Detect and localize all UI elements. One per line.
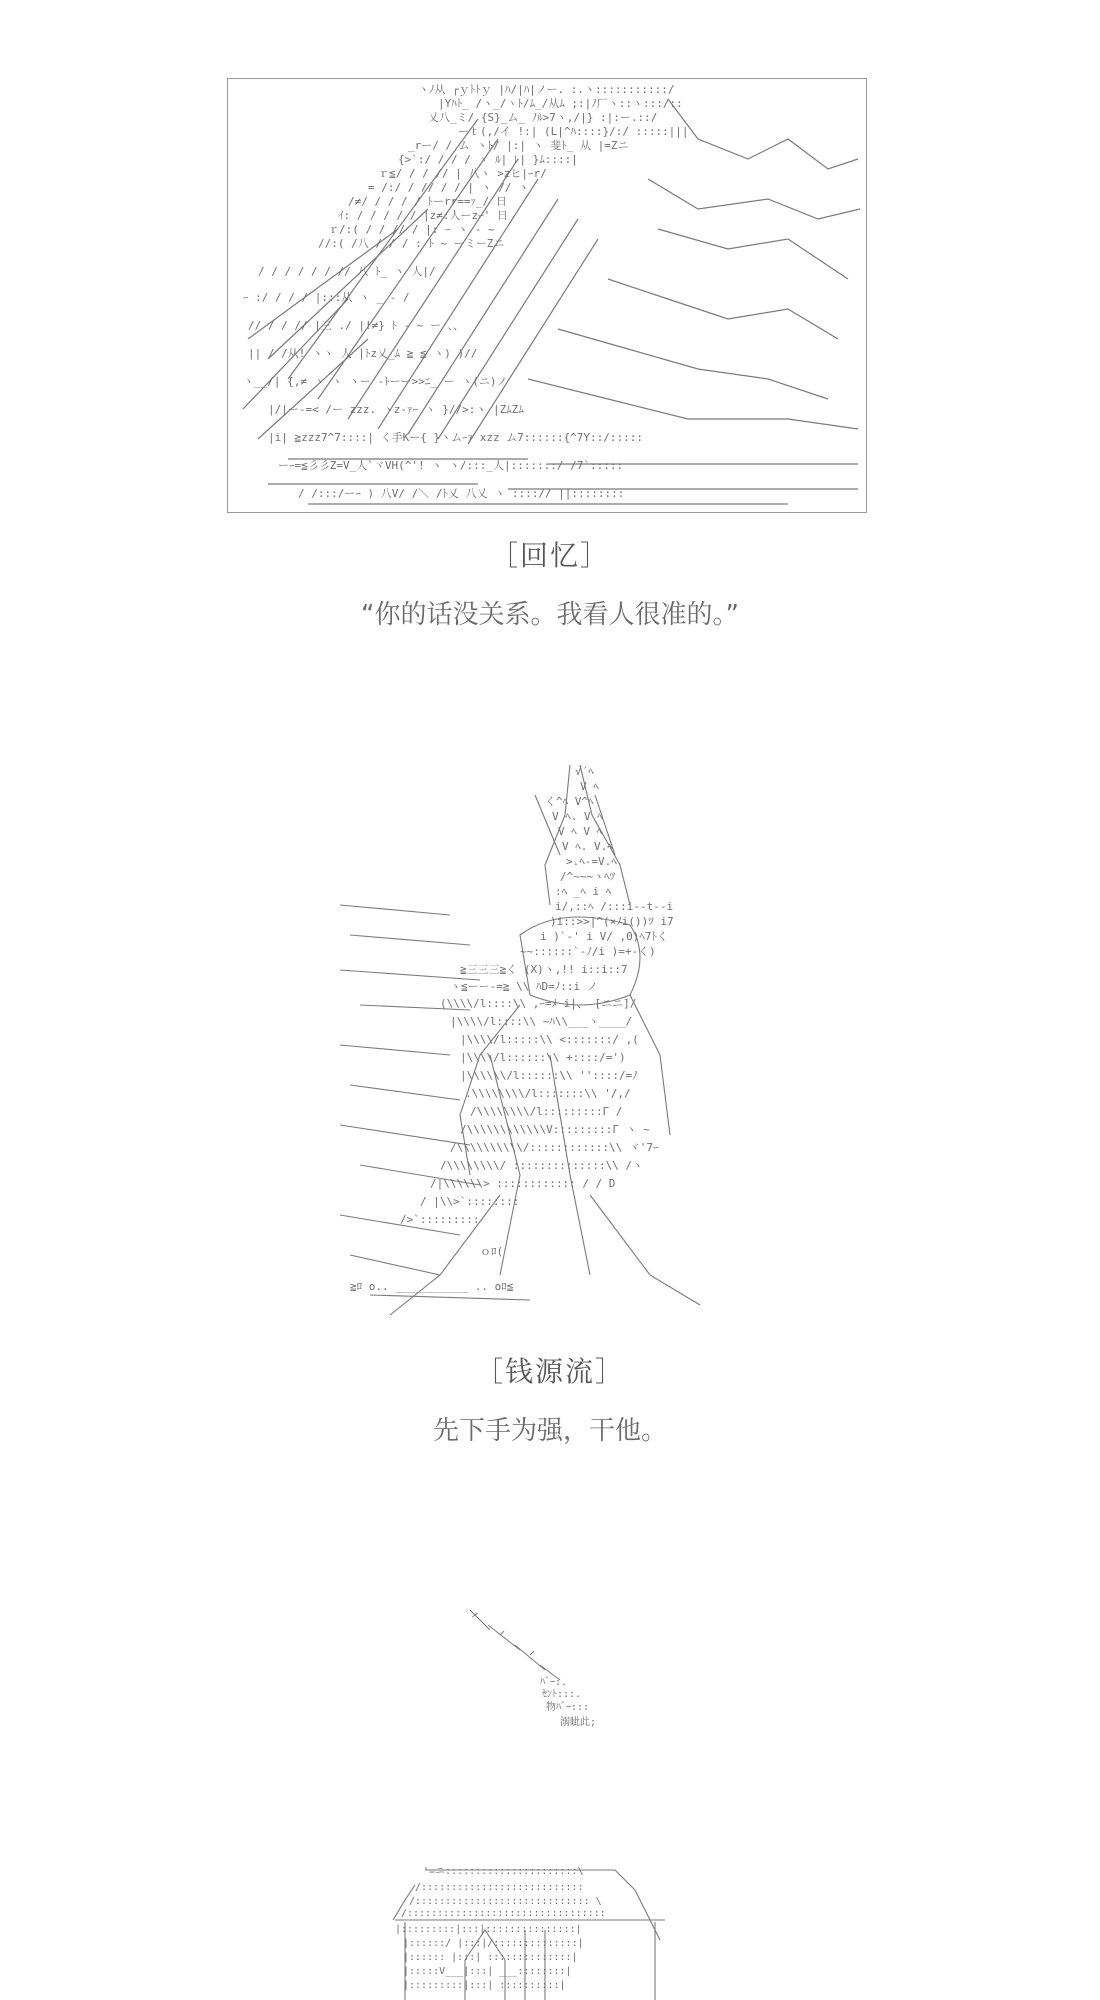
svg-text:V ﾍ. V.ﾍ: V ﾍ. V.ﾍ [562,840,613,853]
svg-text:|:::::V___|:::| ___::::::::|: |:::::V___|:::| ___::::::::| [403,1966,572,1977]
svg-text:ヽ≦ーー-=≧ \\ ﾊD=ﾉ::i ノ: ヽ≦ーー-=≧ \\ ﾊD=ﾉ::i ノ [450,980,598,993]
svg-text:|| / /从! ヽヽ 人 |ﾄz乂_ﾑ ≧ ≦: || / /从! ヽヽ 人 |ﾄz乂_ﾑ ≧ ≦ ヽ) )// [248,347,478,360]
svg-text:|i| ≧zzz7^7::::| く手Kー{ }ヽム: |i| ≧zzz7^7::::| く手Kー{ }ヽムｰｧ xzz ム7::::::{^7Y::/::::: [268,431,644,444]
svg-text:√´ﾍ: √´ﾍ [575,765,594,778]
svg-text:.\\\\\\\\/l:::::::\\ '/,/: .\\\\\\\\/l:::::::\\ '/,/ [465,1087,631,1100]
svg-text:/\\\\\\\\\\/::::::::::::\\ ヾ': /\\\\\\\\\\/::::::::::::\\ ヾ'7ｰ [450,1141,659,1154]
svg-text:ｰ :/ / / / |:::从 ヽ: ｰ :/ / / / |:::从 ヽ _ - / [243,291,410,304]
svg-text:|:::::::::|:::|:::::::::::::::: |:::::::::|:::|:::::::::::::::| [395,1924,582,1935]
svg-text::ﾍ _ﾍ i ﾍ: :ﾍ _ﾍ i ﾍ [555,885,612,898]
svg-text:// / / // |三 ./ |!≠} ﾄ: // / / // |三 ./ |!≠} ﾄ - ~ ー 、、 [248,319,465,332]
ascii-art-drawing-2 [330,755,760,1325]
svg-text:ーｰ=≦彡彡Z=V_人`ヾVH(^'! ヽ ヽ/:::_人: ーｰ=≦彡彡Z=V_人`ヾVH(^'! ヽ ヽ/:::_人|:::::::/ /7`::::: [278,459,624,472]
dialogue-line: “你的话没关系。我看人很准的。” [361,600,739,630]
dialogue-line: 先下手为强，干他。 [432,1416,667,1446]
svg-text:/ / / / / / // 八 ﾄ: / / / / / / // 八 ﾄ_ ヽ 人|/ [258,265,436,278]
svg-text:/\\\\\\\\/l:::::::::Г /: /\\\\\\\\/l:::::::::Г / [470,1105,623,1118]
svg-text:乂八_ミ/ {S}_ム_ ﾉﾙ>7ヽ,/|} :|:ー.:: 乂八_ミ/ {S}_ム_ ﾉﾙ>7ヽ,/|} :|:ー.::/ [428,111,658,124]
svg-text:/≠/ / / / / ﾄーrr==ｧ_: /≠/ / / / / ﾄーrr==ｧ_/ 日 [348,195,507,208]
svg-text:/\\\\\\\\\\\\V:::::::::Г ヽ ~: /\\\\\\\\\\\\V:::::::::Г ヽ ~ [460,1123,650,1136]
svg-text:≧三三三≧く (X)ヽ,!! i::i::7: ≧三三三≧く (X)ヽ,!! i::i::7 [460,963,628,976]
svg-text:|\\\\/l::::\\ ~ﾊ\\___ヽ____/: |\\\\/l::::\\ ~ﾊ\\___ヽ____/ [450,1015,633,1028]
svg-text:|Yﾊﾄ_ /ヽ_/ヽﾄ/ﾑ_/从ﾑ ;:|ﾉ厂ヽ::ヽ: |Yﾊﾄ_ /ヽ_/ヽﾄ/ﾑ_/从ﾑ ;:|ﾉ厂ヽ::ヽ:::/:: [438,97,683,110]
svg-text:= /:/ / // / / | ヽ: = /:/ / // / / | ヽ // ヽ [368,181,530,194]
svg-text:/:::::::::::::::::::::::::::::: /::::::::::::::::::::::::::::::::: [401,1908,606,1919]
small-art-text-2: ｾﾝﾄ:::. [542,1689,582,1700]
svg-text:/^~~~ヽﾍﾂ: /^~~~ヽﾍﾂ [560,870,616,883]
svg-text:~~::::::`-ﾉ/i )=+-く): ~~::::::`-ﾉ/i )=+-く) [520,945,656,958]
svg-text:/>`:::::::::: />`::::::::: [400,1213,480,1226]
svg-text:ヽﾉ从 ┌ｙﾄﾄｙ |ﾊ/|ﾊ|ノー. :.ヽ::: ヽﾉ从 ┌ｙﾄﾄｙ |ﾊ/|ﾊ|ノー. :.ヽ:::::::::::/ [418,83,675,96]
svg-text://:( /八 / / / : ﾄ: //:( /八 / / / : ﾄ ~ ーミーZニ [318,237,505,250]
svg-text:V ﾍ V ﾍ: V ﾍ V ﾍ [558,825,603,838]
speaker-tag: ［钱源流］ [474,1355,625,1388]
svg-text:ーｔ(,/イ !:| (L|^ﾊ::::}/:/ ::: ーｔ(,/イ !:| (L|^ﾊ::::}/:/ :::::||| [458,125,689,138]
svg-text:/\\\\\\\\/ ::::::::::::::\\ /: /\\\\\\\\/ ::::::::::::::\\ /ヽ [440,1159,644,1172]
svg-text:|::::::/ |:::|/::::::::::::::|: |::::::/ |:::|/::::::::::::::| [403,1938,584,1949]
ascii-art-drawing-1 [228,79,866,512]
svg-text:/ /:::/ーｰ ) 八V/ /＼ /ﾄ乂 八乂 ヽ: / /:::/ーｰ ) 八V/ /＼ /ﾄ乂 八乂 ヽ ::::// ||:::::::: [298,487,625,500]
svg-text:/:::::::::::::::::::::::::::: /::::::::::::::::::::::::::: [415,1882,584,1893]
svg-text:|\\\\/l::::::\\ +::::/='): |\\\\/l::::::\\ +::::/=') [460,1051,626,1064]
ascii-art-drawing-4 [385,1860,685,2000]
svg-text:≧ﾛ o.. ___________ .. oﾛ≦: ≧ﾛ o.. ___________ .. oﾛ≦ [350,1280,514,1293]
svg-text:)i::>>|^(×ﾉi())ﾂ i7: )i::>>|^(×ﾉi())ﾂ i7 [550,915,674,928]
speaker-tag: ［回忆］ [489,539,610,572]
svg-text:(\\\\/l::::\\ ,ｰ=ﾒ i|、 [ニニ]/: (\\\\/l::::\\ ,ｰ=ﾒ i|、 [ニニ]/ [440,997,637,1010]
svg-text:|/|ー-=< /ー zzz. ヽz-ｧｰ ヽ }//: |/|ー-=< /ー zzz. ヽz-ｧｰ ヽ }//>:ヽ |ZﾑZﾑ [268,403,524,416]
ascii-art-panel-3 [460,1605,640,1745]
svg-text:|\\\\/l:::::\\ <:::::::/ ,(: |\\\\/l:::::\\ <:::::::/ ,( [460,1033,639,1046]
svg-text:く^ﾍ V^ﾍ: く^ﾍ V^ﾍ [545,795,594,808]
svg-text:i/,::ﾍ /:::i--t--i: i/,::ﾍ /:::i--t--i [555,900,674,913]
svg-text:/:::::::::::::::::::::::::::::: /::::::::::::::::::::::::::::: \ [409,1896,602,1907]
svg-text:>.ﾍ-=V.ﾍ: >.ﾍ-=V.ﾍ [566,855,617,868]
svg-text:|:::::::::|:::| ::::::::::|: |:::::::::|:::| ::::::::::| [403,1980,566,1991]
svg-text:ｲ: / / / / / |z≠:人ーzｰ': ｲ: / / / / / |z≠:人ーzｰ' 日 [338,209,508,222]
svg-text:'=ニ::::::::::::::::::::::\: '=ニ::::::::::::::::::::::\ [423,1866,584,1877]
small-art-text-4: 溺眦此; [560,1717,597,1728]
small-art-text-3: 物ﾊﾞｰ::: [546,1702,590,1713]
svg-text:|:::::: |:::| ::::::::::::::|: |:::::: |:::| ::::::::::::::| [403,1952,578,1963]
ascii-art-drawing-3 [460,1605,640,1745]
svg-text:ヽ__/| {,≠ ヽ ヽ ヽー -ﾄーー>>ﾆ_ ー: ヽ__/| {,≠ ヽ ヽ ヽー -ﾄーー>>ﾆ_ ー ヽ(ニ)ノ [243,375,508,388]
svg-text:|\\\\\\/l::::::\\ ''::::/=ﾉ: |\\\\\\/l::::::\\ ''::::/=ﾉ [460,1069,638,1082]
svg-text:i )`-' i V/ ,0)ﾍ7ﾄく: i )`-' i V/ ,0)ﾍ7ﾄく [540,930,668,943]
svg-text:{>`:/ / / / ヽ ﾙ| ﾚ| }ﾑ: {>`:/ / / / ヽ ﾙ| ﾚ| }ﾑ::::| [398,153,578,166]
ascii-art-panel-2 [330,755,760,1325]
svg-text:/|\\\\\\> :::::::::::: / /: /|\\\\\\> :::::::::::: / / D [430,1177,616,1190]
svg-text:V ﾍ. V ﾍ: V ﾍ. V ﾍ [552,810,603,823]
svg-text:ｒ/:( / / // / |:: ｒ/:( / / // / |: ｰ ヽ - ~ [328,223,495,236]
svg-text:_rー/ / ム ヽﾄ/ |:| ヽ 斐ﾄ_ 从 |: _rー/ / ム ヽﾄ/ |:| ヽ 斐ﾄ_ 从 |=Zニ [408,139,629,152]
svg-text:V ﾍ: V ﾍ [580,780,599,793]
svg-text:/ |\\>`::::::::: / |\\>`:::::::: [420,1195,520,1208]
svg-text:ｒ≦/ / / // | 八ヽ >z: ｒ≦/ / / // | 八ヽ >zヒ|ｰr/ [378,167,547,180]
ascii-art-panel-4 [385,1860,685,2000]
svg-text:ｏﾛ(: ｏﾛ( [480,1245,504,1258]
ascii-art-panel-1 [227,78,867,513]
small-art-text-1: ﾊﾞｰ:. [540,1677,568,1688]
